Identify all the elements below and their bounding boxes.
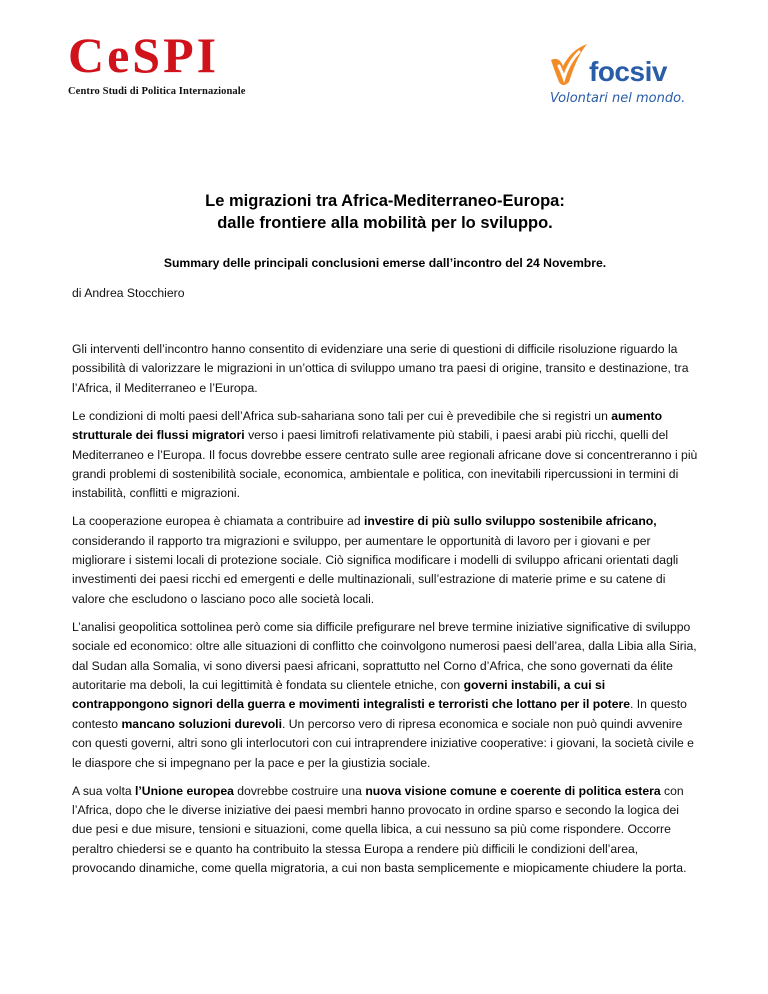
- paragraph-text: considerando il rapporto tra migrazioni e sviluppo, per aumentare le opportunità di lavoro per i giovani e per migliorare i sistemi locali di protezione sociale. Ciò significa modificare i modelli di sviluppo africani orientati dagli investimenti dei paesi ricchi ed emergenti e delle multinazionali, sull’estrazione di materie prime e su catene di valore che escludono o lasciano poco alle società locali.: [72, 533, 679, 606]
- title-line-2: dalle frontiere alla mobilità per lo sviluppo.: [217, 214, 553, 232]
- paragraph-text: Gli interventi dell’incontro hanno consentito di evidenziare una serie di questioni di difficile risoluzione riguardo la possibilità di valorizzare le migrazioni in un’ottica di sviluppo umano tra paesi di origine, transito e destinazione, tra l’Africa, il Mediterraneo e l’Europa.: [72, 342, 689, 395]
- body-paragraph: [72, 618, 698, 773]
- title-line-1: Le migrazioni tra Africa-Mediterraneo-Europa:: [205, 192, 565, 210]
- body-paragraph: [72, 512, 698, 609]
- paragraph-text: La cooperazione europea è chiamata a contribuire ad: [72, 514, 365, 529]
- paragraph-text: A sua volta: [72, 783, 136, 798]
- emphasized-text: investire di più sullo sviluppo sostenibile africano,: [364, 514, 657, 529]
- paragraph-text: con l’Africa, dopo che le diverse iniziative dei paesi membri hanno provocato in ordine sparso e secondo la logica dei due pesi e due misure, tensioni e situazioni, come quella libica, a cui nessuno sa più come rispondere. Occorre peraltro chiedersi se e quanto ha contribuito la stessa Europa a rendere più difficili le condizioni dell’area, provocando dinamiche, come quella migratoria, a cui non basta semplicemente e miopicamente chiudere la porta.: [72, 783, 687, 876]
- paragraph-list: [72, 340, 698, 879]
- paragraph-text: verso i paesi limitrofi relativamente più stabili, i paesi arabi più ricchi, quelli del Mediterraneo e l’Europa. Il focus dovrebbe essere centrato sulle aree regionali africane dove si concentreranno i più grandi problemi di sostenibilità sociale, economica, ambientale e politica, con inevitabili ripercussioni in termini di instabilità, conflitti e migrazioni.: [72, 428, 698, 501]
- paragraph-text: . In questo contesto: [72, 697, 687, 731]
- paragraph-text: Le condizioni di molti paesi dell’Africa sub-sahariana sono tali per cui è prevedibile che si registri un: [72, 408, 612, 423]
- paragraph-text: . Un percorso vero di ripresa economica e sociale non può quindi avvenire con questi governi, altri sono gli interlocutori con cui intraprendere iniziative cooperative: i giovani, la società civile e le diaspore che si impegnano per la pace e per la giustizia sociale.: [72, 716, 694, 770]
- body-paragraph: [72, 782, 698, 879]
- emphasized-text: nuova visione comune e coerente di politica estera: [365, 783, 661, 798]
- paragraph-text: dovrebbe costruire una: [233, 783, 366, 798]
- cespi-logo: [68, 27, 246, 97]
- emphasized-text: governi instabili, a cui si contrappongono signori della guerra e movimenti integralisti e terroristi che lottano per il potere: [72, 678, 631, 712]
- emphasized-text: aumento strutturale dei flussi migratori: [72, 408, 663, 443]
- page-header: [0, 0, 768, 120]
- checkmark-logo-icon: [547, 42, 591, 90]
- cespi-logo-name: CeSPI: [68, 27, 220, 83]
- document-body: [72, 190, 698, 887]
- emphasized-text: mancano soluzioni durevoli: [121, 716, 282, 731]
- body-paragraph: [72, 340, 698, 398]
- author-line: di Andrea Stocchiero: [72, 286, 185, 300]
- focsiv-logo: [545, 42, 695, 112]
- document-title: [72, 190, 698, 234]
- body-paragraph: [72, 407, 698, 504]
- focsiv-logo-tagline: Volontari nel mondo.: [550, 91, 686, 106]
- emphasized-text: l’Unione europea: [135, 783, 234, 798]
- summary-heading: Summary delle principali conclusioni emerse dall’incontro del 24 Novembre.: [163, 256, 607, 270]
- cespi-logo-subtitle: Centro Studi di Politica Internazionale: [68, 86, 246, 97]
- focsiv-logo-name: focsiv: [589, 56, 667, 87]
- paragraph-text: L’analisi geopolitica sottolinea però come sia difficile prefigurare nel breve termine iniziative significative di sviluppo sociale ed economico: oltre alle situazioni di conflitto che coinvolgono numerosi paesi dell’area, dalla Libia alla Siria, dal Sudan alla Somalia, vi sono diversi paesi africani, soprattutto nel Corno d’Africa, che sono governati da élite autoritarie ma deboli, la cui legittimità è fondata su clientele etniche, con: [72, 619, 697, 692]
